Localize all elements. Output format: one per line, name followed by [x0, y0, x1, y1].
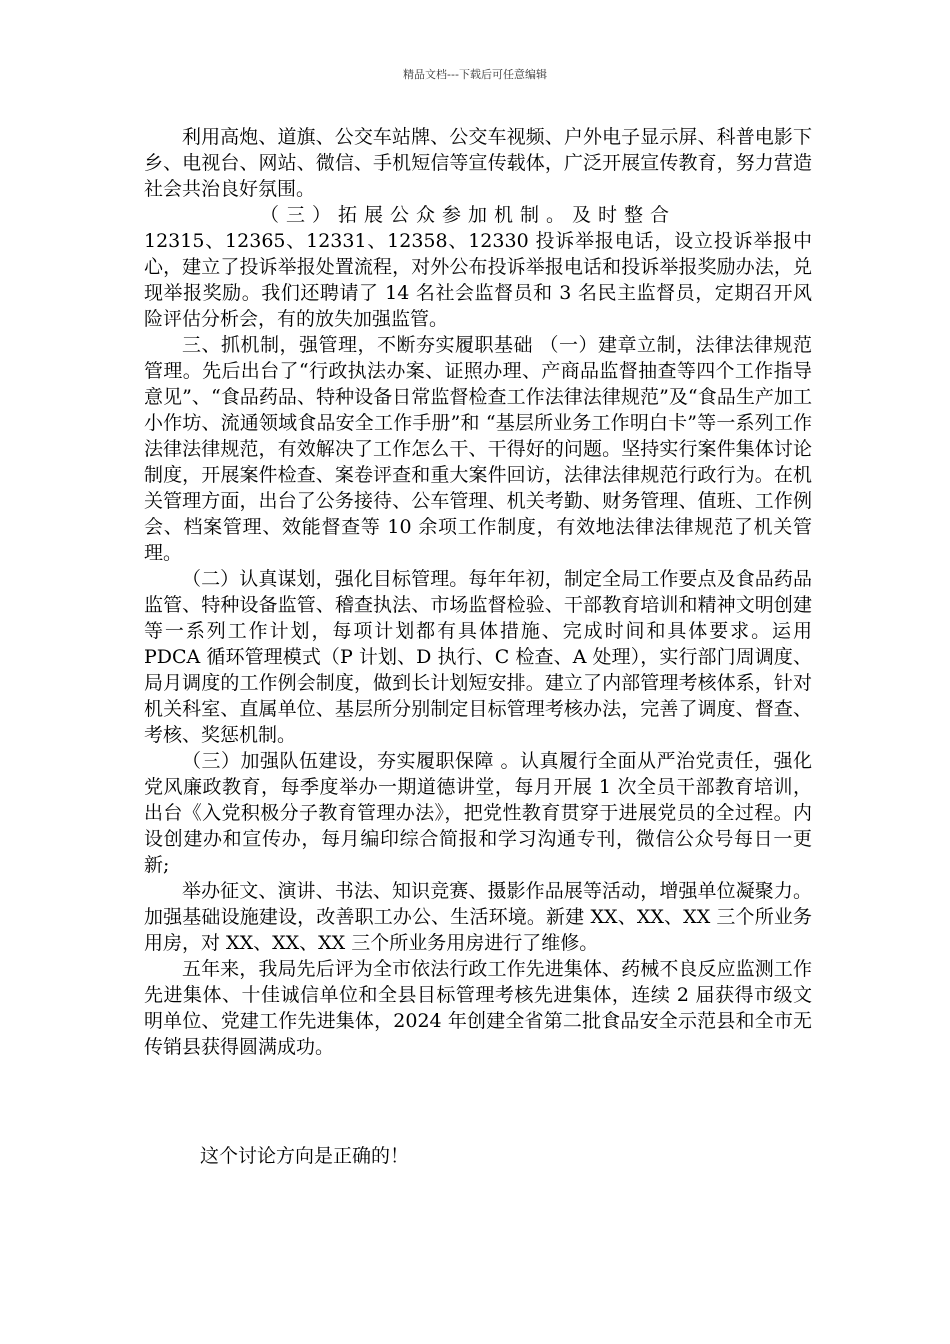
paragraph-complaint-hotlines: 12315、12365、12331、12358、12330 投诉举报电话，设立投诉举报中心，建立了投诉举报处置流程，对外公布投诉举报电话和投诉举报奖励办法，兑现举报奖励。我们还聘请了 14 名社会监督员和 3 名民主监督员，定期召开风险评估分析会，有的放失加强监管。: [144, 230, 812, 330]
page-header: 精品文档---下载后可任意编辑: [403, 68, 547, 81]
paragraph-planning: （二）认真谋划，强化目标管理。每年年初，制定全局工作要点及食品药品监管、特种设备监管、稽查执法、市场监督检验、干部教育培训和精神文明创建等一系列工作计划，每项计划都有具体措施、完成时间和具体要求。运用 PDCA 循环管理模式（P 计划、D 执行、C 检查、A 处理），实行部门周调度、局月调度的工作例会制度，做到长计划短安排。建立了内部管理考核体系，针对机关科室、直属单位、基层所分别制定目标管理考核办法，完善了调度、督查、考核、奖惩机制。: [144, 568, 812, 746]
paragraph-publicity: 利用高炮、道旗、公交车站牌、公交车视频、户外电子显示屏、科普电影下乡、电视台、网站、微信、手机短信等宣传载体，广泛开展宣传教育，努力营造社会共治良好氛围。: [144, 126, 812, 200]
paragraph-achievements: 五年来，我局先后评为全市依法行政工作先进集体、药械不良反应监测工作先进集体、十佳诚信单位和全县目标管理考核先进集体，连续 2 届获得市级文明单位、党建工作先进集体，2024 年创建全省第二批食品安全示范县和全市无传销县获得圆满成功。: [144, 958, 812, 1058]
paragraph-activities: 举办征文、演讲、书法、知识竞赛、摄影作品展等活动，增强单位凝聚力。加强基础设施建设，改善职工办公、生活环境。新建 XX、XX、XX 三个所业务用房，对 XX、XX、XX 三个所业务用房进行了维修。: [144, 880, 812, 954]
document-body: [144, 124, 812, 1060]
paragraph-public-participation-heading: （三）拓展公众参加机制。及时整合: [260, 204, 677, 226]
paragraph-mechanisms: 三、抓机制，强管理，不断夯实履职基础 （一）建章立制，法律法律规范管理。先后出台了“行政执法办案、证照办理、产商品监督抽查等四个工作指导意见”、“食品药品、特种设备日常监督检查工作法律法律规范”及“食品生产加工小作坊、流通领域食品安全工作手册”和 “基层所业务工作明白卡”等一系列工作法律法律规范，有效解决了工作怎么干、干得好的问题。坚持实行案件集体讨论制度，开展案件检查、案卷评查和重大案件回访，法律法律规范行政行为。在机关管理方面，出台了公务接待、公车管理、机关考勤、财务管理、值班、工作例会、档案管理、效能督查等 10 余项工作制度，有效地法律法律规范了机关管理。: [144, 334, 812, 564]
closing-remark: 这个讨论方向是正确的！: [200, 1145, 410, 1167]
paragraph-team-building: （三）加强队伍建设，夯实履职保障 。认真履行全面从严治党责任，强化党风廉政教育，每季度举办一期道德讲堂，每月开展 1 次全员干部教育培训，出台《入党积极分子教育管理办法》，把党性教育贯穿于进展党员的全过程。内设创建办和宣传办，每月编印综合简报和学习沟通专刊，微信公众号每日一更新;: [144, 750, 812, 876]
